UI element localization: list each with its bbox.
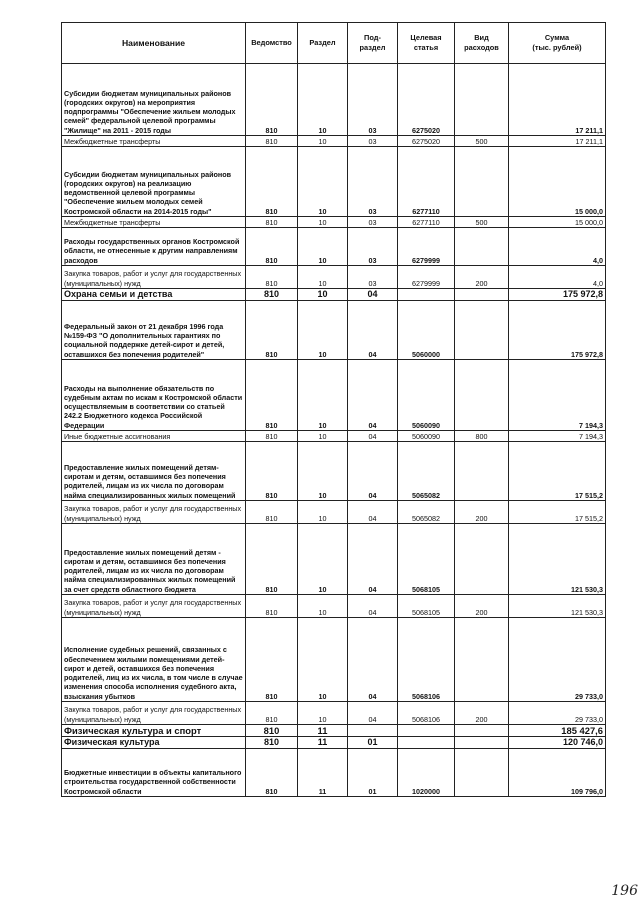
cell-name: Межбюджетные трансферты	[62, 136, 246, 147]
cell-exp-type	[455, 301, 509, 360]
cell-section: 10	[298, 289, 348, 301]
cell-target: 6275020	[398, 136, 455, 147]
cell-sum: 29 733,0	[509, 702, 606, 725]
table-row	[62, 524, 606, 595]
cell-section: 10	[298, 618, 348, 702]
cell-exp-type	[455, 147, 509, 217]
cell-name: Исполнение судебных решений, связанных с обеспечением жилыми помещениями детей-сирот и детей, оставшихся без попечения родителей, лиц из их числа, в том числе в случае изменения способа исполнения судебного акта, взыскания убытков	[62, 618, 246, 702]
cell-name: Иные бюджетные ассигнования	[62, 431, 246, 442]
cell-exp-type: 200	[455, 595, 509, 618]
cell-target: 5065082	[398, 442, 455, 501]
cell-subsection: 04	[348, 360, 398, 431]
cell-sum: 121 530,3	[509, 595, 606, 618]
cell-target: 5068105	[398, 595, 455, 618]
cell-section: 11	[298, 725, 348, 737]
cell-sum: 17 515,2	[509, 501, 606, 524]
cell-subsection: 03	[348, 147, 398, 217]
cell-target	[398, 289, 455, 301]
cell-section: 10	[298, 501, 348, 524]
cell-target: 1020000	[398, 749, 455, 797]
table-row	[62, 360, 606, 431]
cell-sum: 15 000,0	[509, 147, 606, 217]
cell-name: Бюджетные инвестиции в объекты капитального строительства государственной собственности Костромской области	[62, 749, 246, 797]
cell-exp-type	[455, 749, 509, 797]
cell-target: 5060090	[398, 360, 455, 431]
cell-dept: 810	[246, 360, 298, 431]
cell-section: 10	[298, 442, 348, 501]
table-row	[62, 266, 606, 289]
table-row	[62, 725, 606, 737]
cell-target	[398, 725, 455, 737]
page-number: 196	[611, 883, 638, 899]
cell-section: 10	[298, 136, 348, 147]
cell-dept: 810	[246, 64, 298, 136]
cell-sum: 29 733,0	[509, 618, 606, 702]
cell-section: 10	[298, 147, 348, 217]
cell-subsection: 04	[348, 524, 398, 595]
cell-name: Предоставление жилых помещений детям-сиротам и детям, оставшимся без попечения родителей, лицам из их числа по договорам найма специализированных жилых помещений	[62, 442, 246, 501]
table-row	[62, 618, 606, 702]
cell-sum: 185 427,6	[509, 725, 606, 737]
cell-section: 10	[298, 431, 348, 442]
cell-dept: 810	[246, 228, 298, 266]
cell-exp-type: 200	[455, 702, 509, 725]
cell-target: 6277110	[398, 147, 455, 217]
cell-section: 10	[298, 228, 348, 266]
cell-section: 10	[298, 301, 348, 360]
cell-sum: 175 972,8	[509, 289, 606, 301]
header-section: Раздел	[298, 23, 348, 64]
cell-dept: 810	[246, 217, 298, 228]
cell-subsection: 03	[348, 136, 398, 147]
cell-dept: 810	[246, 618, 298, 702]
cell-sum: 175 972,8	[509, 301, 606, 360]
cell-name: Закупка товаров, работ и услуг для государственных (муниципальных) нужд	[62, 595, 246, 618]
cell-name: Расходы государственных органов Костромской области, не отнесенные к другим направлениям расходов	[62, 228, 246, 266]
cell-target: 5060000	[398, 301, 455, 360]
cell-subsection: 03	[348, 266, 398, 289]
cell-section: 10	[298, 217, 348, 228]
cell-name: Физическая культура и спорт	[62, 725, 246, 737]
cell-sum: 17 515,2	[509, 442, 606, 501]
cell-name: Закупка товаров, работ и услуг для государственных (муниципальных) нужд	[62, 501, 246, 524]
cell-name: Закупка товаров, работ и услуг для государственных (муниципальных) нужд	[62, 266, 246, 289]
table-row	[62, 749, 606, 797]
cell-dept: 810	[246, 524, 298, 595]
cell-section: 11	[298, 737, 348, 749]
cell-section: 11	[298, 749, 348, 797]
header-dept: Ведомство	[246, 23, 298, 64]
cell-section: 10	[298, 524, 348, 595]
cell-dept: 810	[246, 442, 298, 501]
cell-name: Закупка товаров, работ и услуг для государственных (муниципальных) нужд	[62, 702, 246, 725]
cell-dept: 810	[246, 147, 298, 217]
cell-target: 5065082	[398, 501, 455, 524]
cell-name: Субсидии бюджетам муниципальных районов (городских округов) на мероприятия подпрограммы "Обеспечение жильем молодых семей" федеральной целевой программы "Жилище" на 2011 - 2015 годы	[62, 64, 246, 136]
cell-exp-type	[455, 618, 509, 702]
cell-name: Предоставление жилых помещений детям - сиротам и детям, оставшимся без попечения родителей, лицам из их числа по договорам найма специализированных жилых помещений за счет средств областного бюджета	[62, 524, 246, 595]
cell-name: Субсидии бюджетам муниципальных районов (городских округов) на реализацию ведомственной целевой программы "Обеспечение жильем молодых семей Костромской области на 2014-2015 годы"	[62, 147, 246, 217]
cell-sum: 109 796,0	[509, 749, 606, 797]
cell-section: 10	[298, 702, 348, 725]
cell-exp-type: 800	[455, 431, 509, 442]
cell-subsection: 04	[348, 289, 398, 301]
cell-subsection: 04	[348, 618, 398, 702]
table-row	[62, 228, 606, 266]
table-row	[62, 737, 606, 749]
cell-exp-type	[455, 725, 509, 737]
cell-target: 6279999	[398, 266, 455, 289]
table-row	[62, 442, 606, 501]
cell-dept: 810	[246, 289, 298, 301]
table-row	[62, 501, 606, 524]
cell-target: 6277110	[398, 217, 455, 228]
cell-subsection: 04	[348, 501, 398, 524]
cell-sum: 120 746,0	[509, 737, 606, 749]
cell-subsection	[348, 725, 398, 737]
cell-exp-type: 200	[455, 501, 509, 524]
cell-target: 6279999	[398, 228, 455, 266]
cell-dept: 810	[246, 737, 298, 749]
cell-subsection: 03	[348, 64, 398, 136]
cell-exp-type: 500	[455, 136, 509, 147]
cell-section: 10	[298, 64, 348, 136]
cell-subsection: 04	[348, 702, 398, 725]
cell-exp-type	[455, 228, 509, 266]
table-row	[62, 702, 606, 725]
cell-subsection: 04	[348, 301, 398, 360]
cell-dept: 810	[246, 301, 298, 360]
budget-table	[61, 22, 606, 797]
cell-dept: 810	[246, 702, 298, 725]
cell-name: Физическая культура	[62, 737, 246, 749]
cell-exp-type	[455, 64, 509, 136]
cell-dept: 810	[246, 431, 298, 442]
table-row	[62, 595, 606, 618]
cell-name: Расходы на выполнение обязательств по судебным актам по искам к Костромской области осуществляемым в соответствии со статьей 242.2 Бюджетного кодекса Российской Федерации	[62, 360, 246, 431]
cell-sum: 4,0	[509, 228, 606, 266]
cell-sum: 17 211,1	[509, 136, 606, 147]
cell-exp-type	[455, 737, 509, 749]
header-exp-type: Вид расходов	[455, 23, 509, 64]
header-target: Целевая статья	[398, 23, 455, 64]
table-row	[62, 301, 606, 360]
cell-subsection: 03	[348, 228, 398, 266]
table-row	[62, 64, 606, 136]
cell-section: 10	[298, 266, 348, 289]
cell-subsection: 04	[348, 595, 398, 618]
cell-subsection: 03	[348, 217, 398, 228]
cell-dept: 810	[246, 501, 298, 524]
cell-dept: 810	[246, 266, 298, 289]
cell-section: 10	[298, 360, 348, 431]
cell-sum: 7 194,3	[509, 431, 606, 442]
cell-subsection: 04	[348, 442, 398, 501]
cell-sum: 7 194,3	[509, 360, 606, 431]
cell-dept: 810	[246, 749, 298, 797]
table-row	[62, 136, 606, 147]
cell-target: 5068105	[398, 524, 455, 595]
cell-sum: 121 530,3	[509, 524, 606, 595]
cell-sum: 15 000,0	[509, 217, 606, 228]
cell-name: Федеральный закон от 21 декабря 1996 года №159-ФЗ "О дополнительных гарантиях по социальной поддержке детей-сирот и детей, оставшихся без попечения родителей"	[62, 301, 246, 360]
cell-name: Межбюджетные трансферты	[62, 217, 246, 228]
cell-target	[398, 737, 455, 749]
cell-exp-type	[455, 360, 509, 431]
cell-target: 5060090	[398, 431, 455, 442]
cell-sum: 4,0	[509, 266, 606, 289]
cell-dept: 810	[246, 725, 298, 737]
cell-target: 5068106	[398, 618, 455, 702]
cell-target: 5068106	[398, 702, 455, 725]
table-row	[62, 147, 606, 217]
cell-exp-type	[455, 442, 509, 501]
table-row	[62, 289, 606, 301]
table-row	[62, 217, 606, 228]
cell-exp-type: 200	[455, 266, 509, 289]
cell-exp-type	[455, 524, 509, 595]
header-sum: Сумма (тыс. рублей)	[509, 23, 606, 64]
cell-name: Охрана семьи и детства	[62, 289, 246, 301]
header-subsection: Под- раздел	[348, 23, 398, 64]
cell-section: 10	[298, 595, 348, 618]
cell-exp-type: 500	[455, 217, 509, 228]
cell-subsection: 01	[348, 749, 398, 797]
cell-target: 6275020	[398, 64, 455, 136]
header-row	[62, 23, 606, 64]
cell-dept: 810	[246, 136, 298, 147]
cell-exp-type	[455, 289, 509, 301]
cell-subsection: 04	[348, 431, 398, 442]
cell-sum: 17 211,1	[509, 64, 606, 136]
header-name: Наименование	[62, 23, 246, 64]
cell-subsection: 01	[348, 737, 398, 749]
table-row	[62, 431, 606, 442]
cell-dept: 810	[246, 595, 298, 618]
